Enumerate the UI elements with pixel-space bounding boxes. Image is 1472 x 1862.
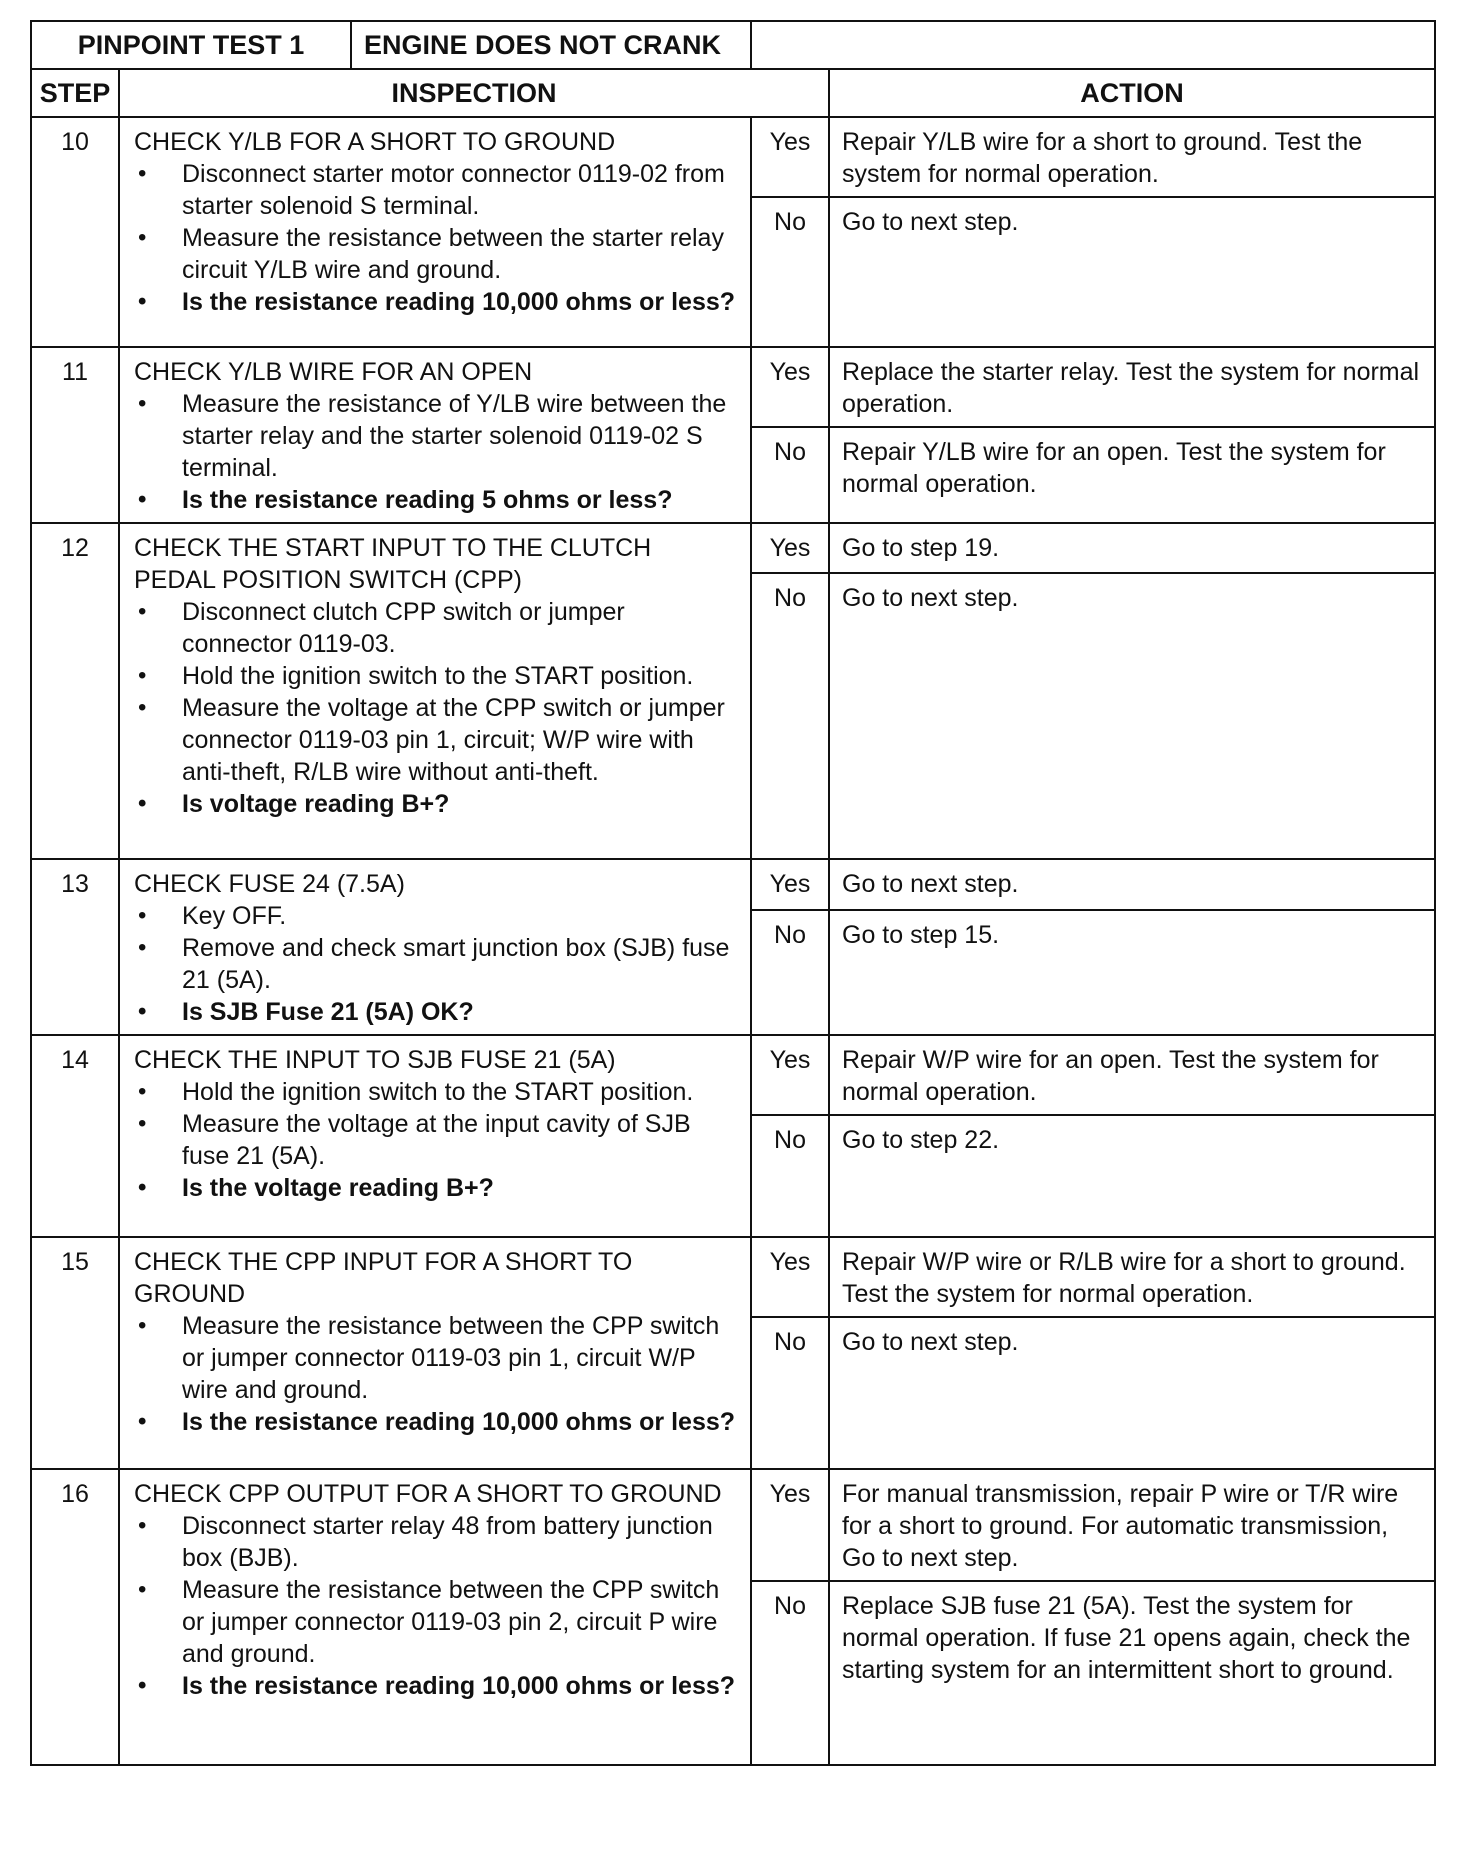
inspection-bullet: • Measure the resistance between the starter relay circuit Y/LB wire and ground.	[134, 222, 738, 286]
inspection-title: CHECK CPP OUTPUT FOR A SHORT TO GROUND	[134, 1480, 722, 1508]
step-row	[31, 1237, 1435, 1317]
inspection-bullets	[134, 1076, 738, 1204]
yes-action: Repair Y/LB wire for a short to ground. Test the system for normal operation.	[829, 117, 1435, 197]
no-action: Go to next step.	[829, 197, 1435, 347]
inspection-title: CHECK FUSE 24 (7.5A)	[134, 870, 405, 898]
step-number: 10	[31, 117, 119, 347]
inspection-bullets	[134, 900, 738, 1028]
inspection-title: CHECK THE CPP INPUT FOR A SHORT TO GROUND	[134, 1248, 633, 1308]
inspection-cell	[119, 1237, 751, 1469]
step-number: 16	[31, 1469, 119, 1765]
no-label: No	[751, 197, 829, 347]
inspection-bullet: • Remove and check smart junction box (SJB) fuse 21 (5A).	[134, 932, 738, 996]
yes-label: Yes	[751, 523, 829, 573]
inspection-cell	[119, 859, 751, 1035]
yes-action: Go to next step.	[829, 859, 1435, 910]
inspection-bullet: • Measure the resistance between the CPP switch or jumper connector 0119-03 pin 1, circuit W/P wire and ground.	[134, 1310, 738, 1406]
no-label: No	[751, 573, 829, 859]
no-action: Go to step 15.	[829, 910, 1435, 1035]
inspection-question: • Is voltage reading B+?	[134, 788, 738, 820]
inspection-bullet: • Measure the voltage at the input cavity of SJB fuse 21 (5A).	[134, 1108, 738, 1172]
title-row	[31, 21, 1435, 69]
yes-label: Yes	[751, 117, 829, 197]
inspection-cell	[119, 1035, 751, 1237]
step-number: 13	[31, 859, 119, 1035]
inspection-question: • Is the resistance reading 10,000 ohms or less?	[134, 1406, 738, 1438]
no-label: No	[751, 910, 829, 1035]
inspection-question: • Is SJB Fuse 21 (5A) OK?	[134, 996, 738, 1028]
pinpoint-test-table	[30, 20, 1436, 1766]
inspection-title: CHECK THE START INPUT TO THE CLUTCH PEDAL POSITION SWITCH (CPP)	[134, 534, 652, 594]
inspection-question: • Is the resistance reading 5 ohms or less?	[134, 484, 738, 516]
no-action: Go to next step.	[829, 1317, 1435, 1469]
yes-action: For manual transmission, repair P wire or T/R wire for a short to ground. For automatic transmission, Go to next step.	[829, 1469, 1435, 1581]
no-label: No	[751, 1581, 829, 1765]
yes-label: Yes	[751, 1469, 829, 1581]
yes-label: Yes	[751, 1035, 829, 1115]
step-number: 15	[31, 1237, 119, 1469]
step-number: 11	[31, 347, 119, 523]
test-label-cell	[31, 21, 751, 69]
inspection-bullet: • Disconnect starter motor connector 0119-02 from starter solenoid S terminal.	[134, 158, 738, 222]
yes-label: Yes	[751, 1237, 829, 1317]
inspection-cell	[119, 347, 751, 523]
column-header-row	[31, 69, 1435, 117]
inspection-bullet: • Disconnect clutch CPP switch or jumper connector 0119-03.	[134, 596, 738, 660]
no-label: No	[751, 1317, 829, 1469]
action-column-header: ACTION	[829, 69, 1435, 117]
no-action: Go to next step.	[829, 573, 1435, 859]
inspection-cell	[119, 523, 751, 859]
inspection-bullet: • Hold the ignition switch to the START position.	[134, 660, 738, 692]
inspection-title: CHECK Y/LB FOR A SHORT TO GROUND	[134, 128, 616, 156]
no-label: No	[751, 427, 829, 523]
step-number: 14	[31, 1035, 119, 1237]
inspection-bullets	[134, 1310, 738, 1438]
title-spacer-cell	[751, 21, 1435, 69]
no-action: Repair Y/LB wire for an open. Test the system for normal operation.	[829, 427, 1435, 523]
inspection-bullet: • Measure the resistance between the CPP switch or jumper connector 0119-03 pin 2, circuit P wire and ground.	[134, 1574, 738, 1670]
inspection-cell	[119, 1469, 751, 1765]
yes-label: Yes	[751, 859, 829, 910]
step-number: 12	[31, 523, 119, 859]
inspection-bullet: • Measure the voltage at the CPP switch or jumper connector 0119-03 pin 1, circuit; W/P wire with anti-theft, R/LB wire without anti-theft.	[134, 692, 738, 788]
inspection-title: CHECK Y/LB WIRE FOR AN OPEN	[134, 358, 533, 386]
inspection-bullets	[134, 596, 738, 820]
inspection-bullet: • Hold the ignition switch to the START position.	[134, 1076, 738, 1108]
step-column-header: STEP	[31, 69, 119, 117]
inspection-bullets	[134, 388, 738, 516]
no-action: Go to step 22.	[829, 1115, 1435, 1237]
inspection-bullet: • Key OFF.	[134, 900, 738, 932]
pinpoint-test-sheet	[30, 20, 1434, 1766]
step-row	[31, 523, 1435, 573]
step-row	[31, 859, 1435, 910]
yes-action: Repair W/P wire for an open. Test the system for normal operation.	[829, 1035, 1435, 1115]
test-title: ENGINE DOES NOT CRANK	[364, 30, 722, 60]
yes-action: Go to step 19.	[829, 523, 1435, 573]
yes-action: Repair W/P wire or R/LB wire for a short to ground. Test the system for normal operation.	[829, 1237, 1435, 1317]
inspection-bullets	[134, 158, 738, 318]
inspection-question: • Is the resistance reading 10,000 ohms or less?	[134, 286, 738, 318]
step-row	[31, 1469, 1435, 1581]
no-label: No	[751, 1115, 829, 1237]
yes-label: Yes	[751, 347, 829, 427]
inspection-column-header: INSPECTION	[119, 69, 829, 117]
test-label: PINPOINT TEST 1	[32, 22, 352, 68]
inspection-bullet: • Measure the resistance of Y/LB wire between the starter relay and the starter solenoid 0119-02 S terminal.	[134, 388, 738, 484]
step-row	[31, 117, 1435, 197]
inspection-question: • Is the voltage reading B+?	[134, 1172, 738, 1204]
no-action: Replace SJB fuse 21 (5A). Test the system for normal operation. If fuse 21 opens again, check the starting system for an intermittent short to ground.	[829, 1581, 1435, 1765]
inspection-bullet: • Disconnect starter relay 48 from battery junction box (BJB).	[134, 1510, 738, 1574]
inspection-question: • Is the resistance reading 10,000 ohms or less?	[134, 1670, 738, 1702]
step-row	[31, 347, 1435, 427]
inspection-bullets	[134, 1510, 738, 1702]
step-row	[31, 1035, 1435, 1115]
yes-action: Replace the starter relay. Test the system for normal operation.	[829, 347, 1435, 427]
inspection-title: CHECK THE INPUT TO SJB FUSE 21 (5A)	[134, 1046, 616, 1074]
inspection-cell	[119, 117, 751, 347]
